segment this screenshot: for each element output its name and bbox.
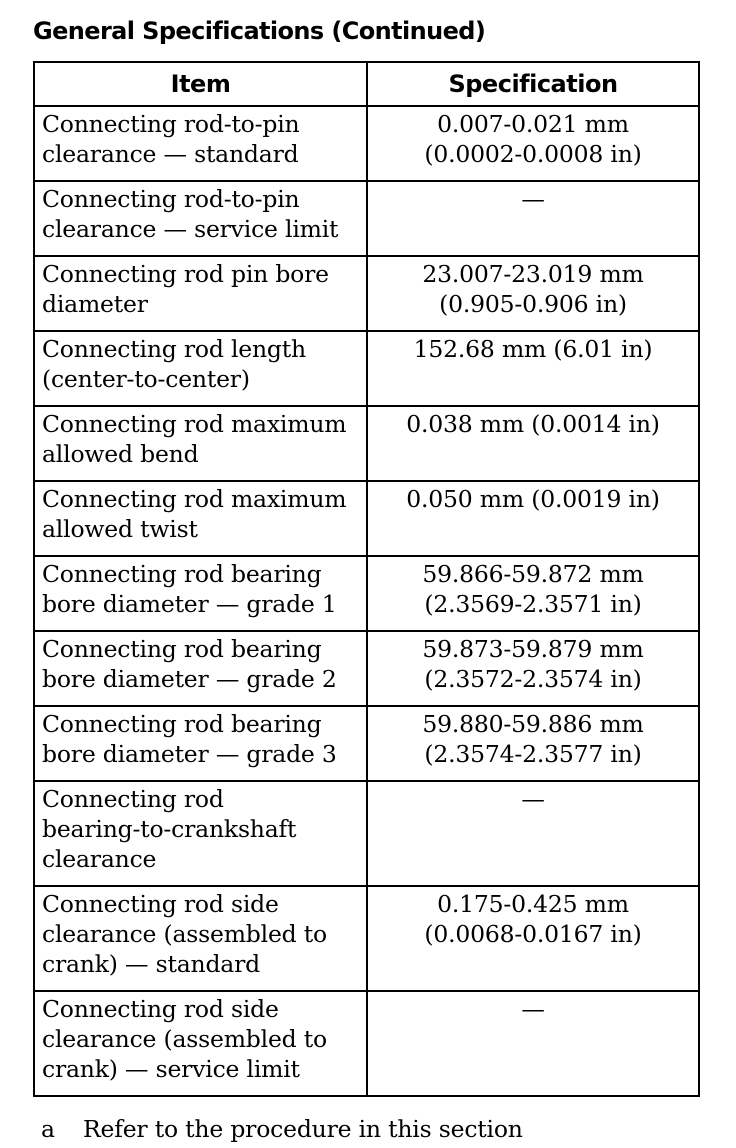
table-row — [34, 481, 699, 556]
item-cell — [34, 781, 367, 886]
item-text-line: Connecting rod-to-pin — [42, 110, 300, 138]
specifications-table — [33, 61, 700, 1097]
specification-text-line: 23.007-23.019 mm — [422, 260, 644, 288]
specification-text-line: 152.68 mm (6.01 in) — [413, 335, 653, 363]
table-row — [34, 781, 699, 886]
footnote-text: Refer to the procedure in this section — [83, 1115, 523, 1143]
table-row — [34, 556, 699, 631]
item-text-line: crank) — standard — [42, 950, 260, 978]
item-cell — [34, 991, 367, 1096]
specification-text-line: 0.038 mm (0.0014 in) — [406, 410, 660, 438]
table-row — [34, 106, 699, 181]
item-text-line: Connecting rod side — [42, 890, 279, 918]
item-text-line: bearing-to-crankshaft — [42, 815, 297, 843]
specification-cell — [367, 481, 699, 556]
item-text-line: Connecting rod maximum — [42, 410, 347, 438]
footnote — [41, 1114, 523, 1144]
specification-text-line: 59.880-59.886 mm — [422, 710, 644, 738]
item-text-line: Connecting rod maximum — [42, 485, 347, 513]
specification-text-line: — — [521, 995, 545, 1023]
specification-cell — [367, 406, 699, 481]
table-row — [34, 331, 699, 406]
specification-cell — [367, 106, 699, 181]
item-text-line: clearance (assembled to — [42, 1025, 327, 1053]
item-text-line: Connecting rod bearing — [42, 710, 322, 738]
specification-cell — [367, 781, 699, 886]
item-cell — [34, 331, 367, 406]
specification-text-line: 0.175-0.425 mm — [437, 890, 629, 918]
specification-text-line: — — [521, 185, 545, 213]
item-text-line: (center-to-center) — [42, 365, 250, 393]
table-row — [34, 406, 699, 481]
table-row — [34, 886, 699, 991]
table-row — [34, 706, 699, 781]
table-body — [34, 106, 699, 1096]
table-row — [34, 631, 699, 706]
item-text-line: Connecting rod — [42, 785, 224, 813]
item-text-line: bore diameter — grade 3 — [42, 740, 337, 768]
specification-text-line: — — [521, 785, 545, 813]
specification-cell — [367, 631, 699, 706]
specification-cell — [367, 256, 699, 331]
table-header-row — [34, 62, 699, 106]
specification-text-line: (0.0002-0.0008 in) — [424, 140, 642, 168]
specification-text-line: 0.050 mm (0.0019 in) — [406, 485, 660, 513]
item-text-line: Connecting rod bearing — [42, 560, 322, 588]
item-text-line: Connecting rod bearing — [42, 635, 322, 663]
item-text-line: clearance (assembled to — [42, 920, 327, 948]
item-cell — [34, 556, 367, 631]
item-text-line: diameter — [42, 290, 148, 318]
item-text-line: bore diameter — grade 1 — [42, 590, 337, 618]
item-text-line: Connecting rod side — [42, 995, 279, 1023]
specification-cell — [367, 331, 699, 406]
column-header-specification: Specification — [367, 62, 699, 106]
table-row — [34, 256, 699, 331]
item-text-line: allowed twist — [42, 515, 198, 543]
item-cell — [34, 106, 367, 181]
table-row — [34, 991, 699, 1096]
specification-text-line: (2.3572-2.3574 in) — [424, 665, 642, 693]
item-text-line: clearance — standard — [42, 140, 299, 168]
item-text-line: Connecting rod length — [42, 335, 306, 363]
specification-text-line: (0.905-0.906 in) — [439, 290, 627, 318]
item-text-line: allowed bend — [42, 440, 199, 468]
specification-cell — [367, 886, 699, 991]
item-text-line: clearance — service limit — [42, 215, 339, 243]
specification-text-line: (0.0068-0.0167 in) — [424, 920, 642, 948]
page-title: General Specifications (Continued) — [33, 17, 486, 45]
specification-cell — [367, 181, 699, 256]
specification-text-line: 59.866-59.872 mm — [422, 560, 644, 588]
item-text-line: Connecting rod-to-pin — [42, 185, 300, 213]
item-cell — [34, 706, 367, 781]
specification-text-line: 59.873-59.879 mm — [422, 635, 644, 663]
item-cell — [34, 886, 367, 991]
specification-cell — [367, 706, 699, 781]
item-cell — [34, 256, 367, 331]
item-text-line: Connecting rod pin bore — [42, 260, 329, 288]
item-cell — [34, 481, 367, 556]
footnote-marker: a — [41, 1115, 55, 1143]
table-row — [34, 181, 699, 256]
item-cell — [34, 631, 367, 706]
specification-cell — [367, 991, 699, 1096]
specification-text-line: (2.3569-2.3571 in) — [424, 590, 642, 618]
item-cell — [34, 406, 367, 481]
item-text-line: clearance — [42, 845, 157, 873]
item-text-line: crank) — service limit — [42, 1055, 300, 1083]
specification-text-line: 0.007-0.021 mm — [437, 110, 629, 138]
column-header-item: Item — [34, 62, 367, 106]
specification-text-line: (2.3574-2.3577 in) — [424, 740, 642, 768]
item-cell — [34, 181, 367, 256]
specification-cell — [367, 556, 699, 631]
item-text-line: bore diameter — grade 2 — [42, 665, 337, 693]
